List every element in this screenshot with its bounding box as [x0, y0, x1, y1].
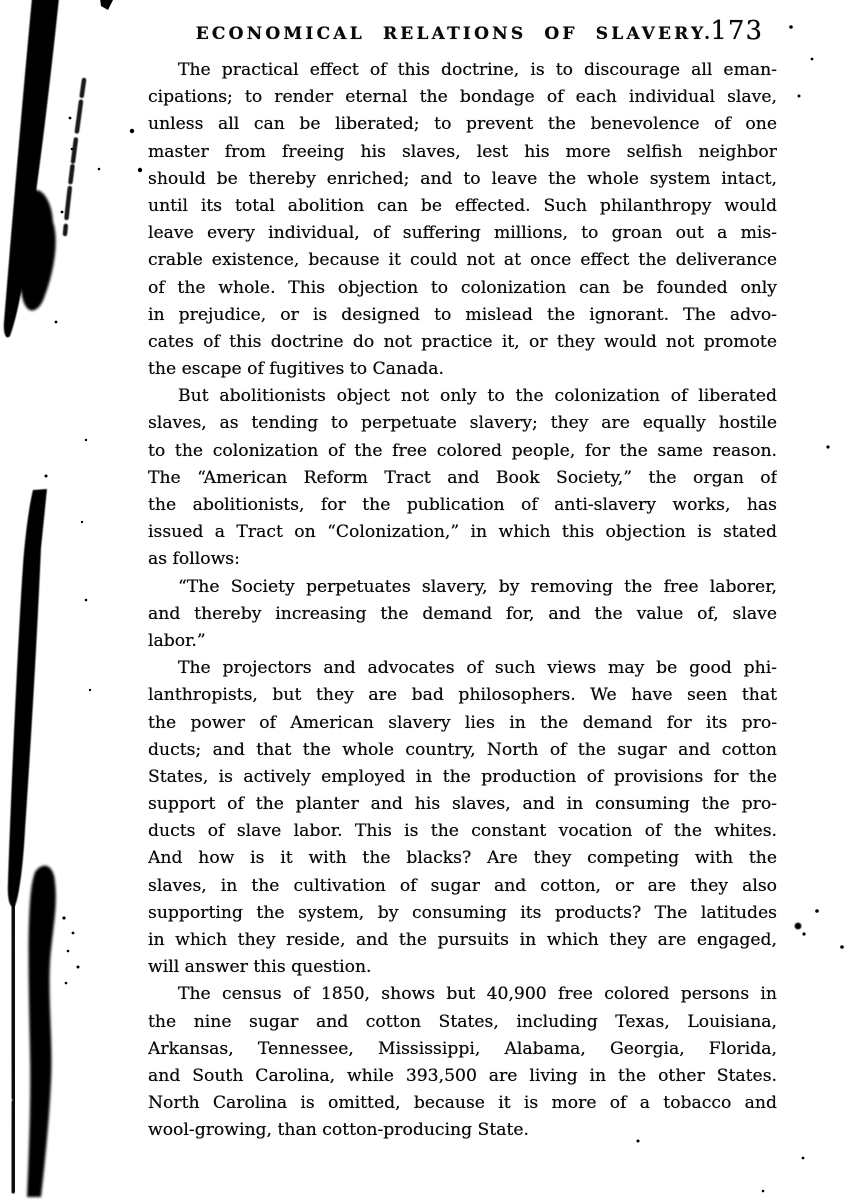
text-line: And how is it with the blacks? Are they competing with the [148, 848, 777, 869]
text-line: to the colonization of the free colored people, for the same reason. [148, 440, 777, 461]
text-line: lanthropists, but they are bad philosophers. We have seen that [148, 685, 777, 706]
ink-speck [840, 945, 844, 949]
paragraph [148, 57, 777, 383]
text-line: slaves, in the cultivation of sugar and cotton, or are they also [148, 875, 777, 896]
text-line: the nine sugar and cotton States, including Texas, Louisiana, [148, 1011, 777, 1032]
text-line: and thereby increasing the demand for, and the value of, slave [148, 603, 777, 624]
text-line: of the whole. This objection to colonization can be founded only [148, 277, 777, 298]
ink-speck [85, 439, 87, 441]
ink-speck [72, 932, 75, 935]
ink-speck [89, 689, 91, 691]
ink-blob-left [17, 190, 55, 310]
ink-speck [55, 321, 58, 324]
text-line: The “American Reform Tract and Book Society,” the organ of [148, 467, 777, 488]
ink-speck [67, 950, 70, 953]
running-title: ECONOMICAL RELATIONS OF SLAVERY. [195, 24, 714, 44]
ink-speck [71, 148, 74, 151]
text-line: Arkansas, Tennessee, Mississippi, Alabama, Georgia, Florida, [148, 1038, 777, 1059]
text-line: North Carolina is omitted, because it is more of a tobacco and [148, 1093, 777, 1114]
text-line: “The Society perpetuates slavery, by removing the free laborer, [178, 576, 777, 597]
text-line: supporting the system, by consuming its products? The latitudes [148, 902, 777, 923]
paragraph [148, 981, 777, 1144]
text-line: master from freeing his slaves, lest his more selfish neighbor [148, 141, 777, 162]
ink-speck [826, 445, 829, 448]
text-line: and South Carolina, while 393,500 are living in the other States. [148, 1065, 777, 1086]
text-line: in prejudice, or is designed to mislead the ignorant. The advo- [148, 304, 777, 325]
ink-speck [130, 129, 134, 133]
ink-speck [802, 1157, 805, 1160]
text-line: will answer this question. [148, 957, 372, 978]
ink-speck [815, 909, 819, 913]
text-line: the escape of fugitives to Canada. [148, 359, 444, 380]
text-line: The practical effect of this doctrine, is to discourage all eman- [178, 60, 777, 80]
ink-tick-top [100, 0, 114, 10]
ink-speck [62, 916, 65, 919]
text-line: as follows: [148, 549, 240, 570]
text-line: until its total abolition can be effected. Such philanthropy would [148, 195, 777, 216]
ink-streak-middle-left [8, 489, 47, 907]
ink-speck [85, 599, 88, 602]
text-line: ducts of slave labor. This is the constant vocation of the whites. [148, 821, 777, 842]
ink-speck [138, 168, 142, 172]
ink-streak-top-left [4, 0, 59, 338]
page-header [148, 16, 777, 56]
ink-speck-large [795, 923, 802, 930]
text-line: slaves, as tending to perpetuate slavery; they are equally hostile [148, 413, 777, 434]
ink-speck [802, 932, 805, 935]
ink-speck [69, 117, 72, 120]
ink-speck [65, 982, 68, 985]
ink-speck [45, 475, 48, 478]
text-line: The census of 1850, shows but 40,900 free colored persons in [178, 984, 777, 1005]
text-line: issued a Tract on “Colonization,” in which this objection is stated [148, 522, 777, 543]
page-body-text [148, 57, 777, 1145]
text-line: ducts; and that the whole country, North of the sugar and cotton [148, 739, 777, 760]
text-line: But abolitionists object not only to the colonization of liberated [178, 386, 777, 407]
ink-speck [762, 1190, 765, 1193]
text-line: States, is actively employed in the production of provisions for the [148, 766, 777, 787]
text-line: leave every individual, of suffering millions, to groan out a mis- [148, 223, 777, 244]
text-line: should be thereby enriched; and to leave the whole system intact, [148, 168, 777, 189]
paragraph-quote [148, 574, 777, 656]
ink-speck [61, 211, 64, 214]
text-line: in which they reside, and the pursuits in which they are engaged, [148, 930, 777, 950]
text-line: wool-growing, than cotton-producing State. [148, 1120, 530, 1141]
ink-hairline-bottom-left [12, 903, 14, 1190]
text-line: unless all can be liberated; to prevent the benevolence of one [148, 114, 777, 135]
text-line: cipations; to render eternal the bondage of each individual slave, [148, 87, 777, 108]
ink-hairline-top-left [65, 80, 84, 234]
text-line: crable existence, because it could not at once effect the deliverance [148, 250, 777, 271]
ink-speck [98, 168, 101, 171]
text-line: cates of this doctrine do not practice it, or they would not promote [148, 331, 777, 352]
text-line: support of the planter and his slaves, and in consuming the pro- [148, 794, 777, 815]
text-line: the abolitionists, for the publication of anti-slavery works, has [148, 495, 777, 515]
text-line: The projectors and advocates of such views may be good phi- [178, 658, 777, 679]
paragraph [148, 383, 777, 573]
ink-speck [811, 58, 814, 61]
text-line: the power of American slavery lies in the demand for its pro- [148, 712, 777, 733]
text-line: labor.” [148, 630, 206, 651]
ink-speck [798, 95, 801, 98]
ink-speck [789, 25, 793, 29]
ink-speck [77, 966, 80, 969]
paragraph [148, 655, 777, 981]
ink-speck [81, 521, 83, 523]
page-number: 173 [710, 16, 763, 46]
ink-streak-bottom-left [27, 866, 56, 1197]
